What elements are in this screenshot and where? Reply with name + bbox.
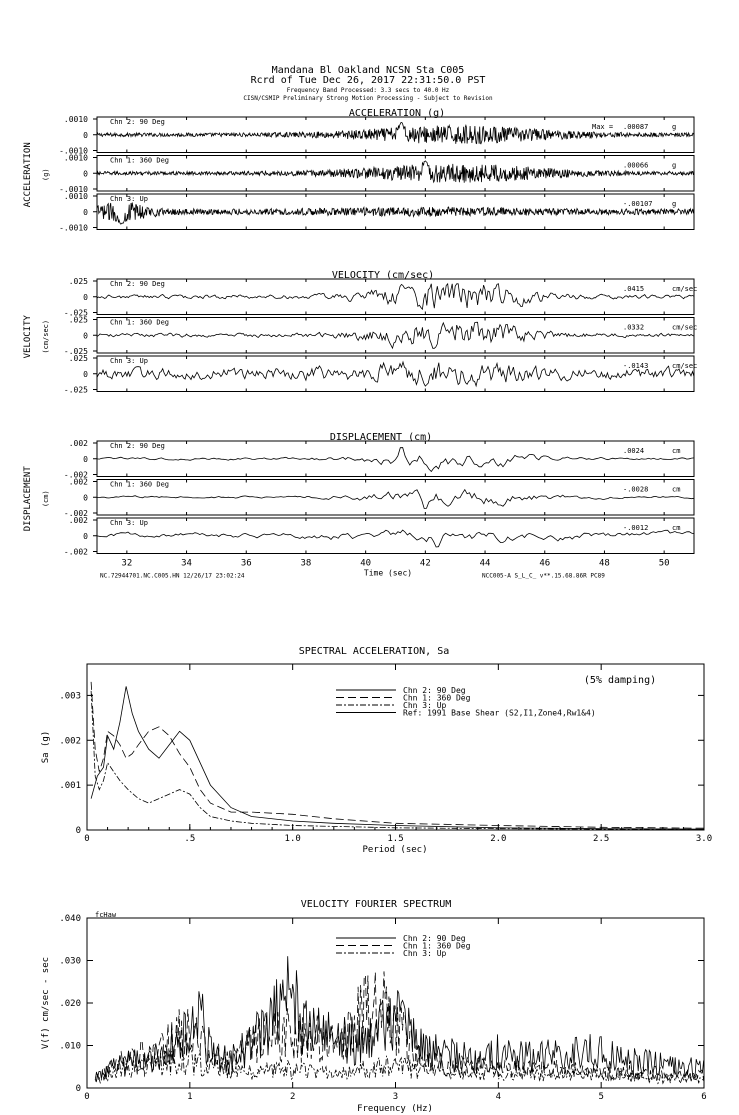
velocity-panel [64, 316, 697, 357]
channel-label: Chn 1: 360 Deg [110, 156, 170, 165]
time-tick-label: 40 [360, 558, 372, 569]
y-tick-label: -.0010 [59, 185, 88, 194]
peak-unit: g [672, 161, 677, 170]
time-tick-label: 32 [121, 558, 133, 569]
spectral-series-line [91, 682, 704, 828]
x-tick-label: 1 [187, 1092, 193, 1102]
spectral-frame [87, 664, 704, 830]
displacement-title: DISPLACEMENT (cm) [329, 432, 433, 443]
displacement-panel [64, 439, 694, 480]
header-frequency-band: Frequency Band Processed: 3.3 secs to 40.0 Hz [286, 87, 450, 94]
y-tick-label: .0010 [63, 115, 88, 124]
y-tick-label: -.0010 [59, 223, 88, 233]
y-tick-label: .0010 [63, 153, 88, 163]
y-tick-label: .0010 [63, 192, 88, 201]
channel-label: Chn 3: Up [110, 519, 148, 527]
y-tick-label: .003 [59, 691, 81, 702]
legend-entry: Chn 1: 360 Deg [403, 941, 471, 951]
y-tick-label: 0 [75, 1084, 81, 1094]
signal-trace [97, 161, 694, 183]
displacement-group [23, 432, 694, 580]
y-tick-label: .030 [59, 956, 81, 967]
max-label: Max = [592, 123, 614, 131]
spectral-series-line [91, 691, 704, 830]
time-tick-label: 38 [300, 558, 312, 569]
peak-value: -.00107 [623, 200, 653, 208]
y-tick-label: 0 [83, 130, 88, 140]
velocity-fourier-chart [41, 899, 707, 1114]
y-tick-label: -.002 [63, 470, 88, 480]
header-processing-note: CISN/CSMIP Preliminary Strong Motion Processing - Subject to Revision [243, 95, 493, 102]
panel-frame [97, 279, 694, 315]
peak-unit: cm/sec [672, 285, 698, 293]
x-tick-label: .5 [184, 834, 196, 844]
y-tick-label: .010 [59, 1041, 81, 1052]
time-axis-label: Time (sec) [363, 568, 413, 578]
acceleration-unit-label: (g) [42, 168, 50, 182]
peak-unit: cm [672, 524, 681, 532]
x-tick-label: 6 [701, 1092, 707, 1102]
channel-label: Chn 3: Up [110, 357, 148, 365]
y-tick-label: 0 [83, 331, 88, 341]
report-header [243, 65, 493, 102]
acceleration-panel [59, 192, 694, 233]
spectral-y-label: Sa (g) [41, 730, 51, 764]
time-tick-label: 42 [419, 558, 431, 569]
corner-label: fcHaw [95, 911, 117, 919]
x-tick-label: 3 [392, 1092, 399, 1102]
time-tick-label: 50 [658, 558, 670, 569]
spectral-title: SPECTRAL ACCELERATION, Sa [298, 646, 450, 657]
x-tick-label: 2 [289, 1092, 296, 1102]
legend-entry: Chn 2: 90 Deg [403, 686, 466, 695]
y-tick-label: .025 [68, 354, 88, 363]
spectral-acceleration-chart [41, 646, 712, 855]
peak-value: .0415 [623, 285, 645, 293]
velocity-panel [64, 277, 697, 318]
signal-trace [97, 203, 694, 225]
acceleration-group [23, 108, 694, 233]
peak-unit: g [672, 123, 677, 131]
displacement-panel [64, 478, 694, 519]
y-tick-label: .025 [68, 315, 88, 325]
channel-label: Chn 1: 360 Deg [110, 480, 170, 489]
panel-frame [97, 518, 694, 554]
x-tick-label: 0 [84, 1092, 90, 1102]
x-tick-label: 3.0 [695, 834, 713, 844]
displacement-axis-label: DISPLACEMENT [23, 466, 33, 532]
header-record: Rcrd of Tue Dec 26, 2017 22:31:50.0 PST [250, 75, 486, 86]
panel-frame [97, 318, 694, 354]
acceleration-axis-label: ACCELERATION [23, 142, 33, 208]
displacement-unit-label: (cm) [42, 490, 50, 508]
file-footer: NC.72944701.NC.C005.HN 12/26/17 23:02:24 [100, 572, 245, 580]
signal-trace [97, 362, 694, 386]
velocity-axis-label: VELOCITY [23, 315, 33, 359]
y-tick-label: .002 [59, 736, 81, 747]
y-tick-label: -.025 [63, 347, 88, 356]
signal-trace [97, 490, 694, 509]
y-tick-label: 0 [83, 531, 88, 541]
x-tick-label: 2.5 [593, 834, 610, 844]
y-tick-label: .002 [68, 477, 88, 487]
y-tick-label: .025 [68, 277, 88, 286]
velocity-panel [64, 354, 697, 395]
time-series-section [23, 108, 697, 580]
x-tick-label: 5 [598, 1092, 604, 1102]
y-tick-label: 0 [83, 454, 88, 464]
peak-value: -.0012 [623, 524, 649, 532]
legend-entry: Chn 2: 90 Deg [403, 934, 466, 943]
peak-value: -.0143 [623, 362, 649, 370]
channel-label: Chn 2: 90 Deg [110, 442, 165, 450]
y-tick-label: .002 [68, 439, 88, 448]
fourier-title: VELOCITY FOURIER SPECTRUM [300, 899, 452, 910]
y-tick-label: -.025 [63, 308, 88, 318]
velocity-unit-label: (cm/sec) [42, 319, 50, 354]
legend-entry: Ref: 1991 Base Shear (S2,I1,Zone4,Rw1&4) [403, 708, 596, 718]
x-tick-label: 2.0 [490, 834, 507, 844]
peak-value: .00066 [623, 161, 649, 170]
legend-entry: Chn 3: Up [403, 949, 447, 958]
fourier-x-label: Frequency (Hz) [357, 1104, 433, 1114]
y-tick-label: .040 [59, 914, 81, 924]
peak-value: -.0028 [623, 485, 649, 494]
version-footer: NCC005-A S_L_C_ v**.15.68.86R PC89 [482, 572, 605, 580]
peak-value: .0024 [623, 447, 645, 455]
acceleration-panel [59, 154, 694, 195]
legend-entry: Chn 3: Up [403, 701, 447, 710]
signal-trace [97, 530, 694, 547]
y-tick-label: 0 [75, 826, 81, 836]
peak-unit: cm [672, 485, 681, 494]
peak-unit: cm [672, 447, 681, 455]
fourier-y-label: V(f) cm/sec - sec [41, 956, 51, 1050]
acceleration-title: ACCELERATION (g) [348, 108, 446, 119]
peak-value: .00087 [623, 123, 649, 131]
y-tick-label: -.025 [63, 385, 88, 395]
spectral-plot [41, 646, 712, 855]
x-tick-label: 1.0 [284, 834, 301, 844]
y-tick-label: 0 [83, 493, 88, 503]
fourier-plot [41, 899, 707, 1114]
velocity-group [23, 270, 697, 395]
spectral-series-line [91, 686, 704, 829]
peak-unit: cm/sec [672, 323, 698, 332]
y-tick-label: .002 [68, 516, 88, 525]
y-tick-label: -.002 [63, 547, 88, 557]
channel-label: Chn 3: Up [110, 195, 148, 203]
legend-entry: Chn 1: 360 Deg [403, 693, 471, 703]
peak-unit: cm/sec [672, 362, 698, 370]
x-tick-label: 4 [495, 1092, 502, 1102]
peak-unit: g [672, 200, 677, 208]
y-tick-label: 0 [83, 292, 88, 302]
signal-trace [97, 322, 694, 348]
velocity-title: VELOCITY (cm/sec) [331, 270, 435, 281]
acceleration-panel [59, 115, 694, 156]
time-tick-label: 48 [599, 558, 610, 569]
signal-trace [97, 448, 694, 472]
channel-label: Chn 2: 90 Deg [110, 280, 165, 288]
displacement-panel [64, 516, 694, 557]
header-station: Mandana Bl Oakland NCSN Sta C005 [271, 65, 465, 76]
x-tick-label: 1.5 [387, 834, 404, 844]
y-tick-label: 0 [83, 169, 88, 179]
time-tick-label: 34 [181, 558, 192, 569]
channel-label: Chn 1: 360 Deg [110, 318, 170, 327]
channel-label: Chn 2: 90 Deg [110, 118, 165, 126]
y-tick-label: 0 [83, 369, 88, 379]
y-tick-label: 0 [83, 207, 88, 217]
time-tick-label: 36 [240, 558, 252, 569]
peak-value: .0332 [623, 323, 645, 332]
spectral-x-label: Period (sec) [362, 845, 428, 855]
time-tick-label: 44 [479, 558, 491, 569]
y-tick-label: .001 [59, 781, 81, 792]
fourier-series-line [95, 956, 703, 1080]
damping-note: (5% damping) [583, 675, 657, 686]
time-tick-label: 46 [539, 558, 551, 569]
signal-trace [97, 284, 694, 309]
x-tick-label: 0 [84, 834, 90, 844]
y-tick-label: -.002 [63, 509, 88, 518]
y-tick-label: -.0010 [59, 146, 88, 156]
y-tick-label: .020 [59, 999, 81, 1009]
